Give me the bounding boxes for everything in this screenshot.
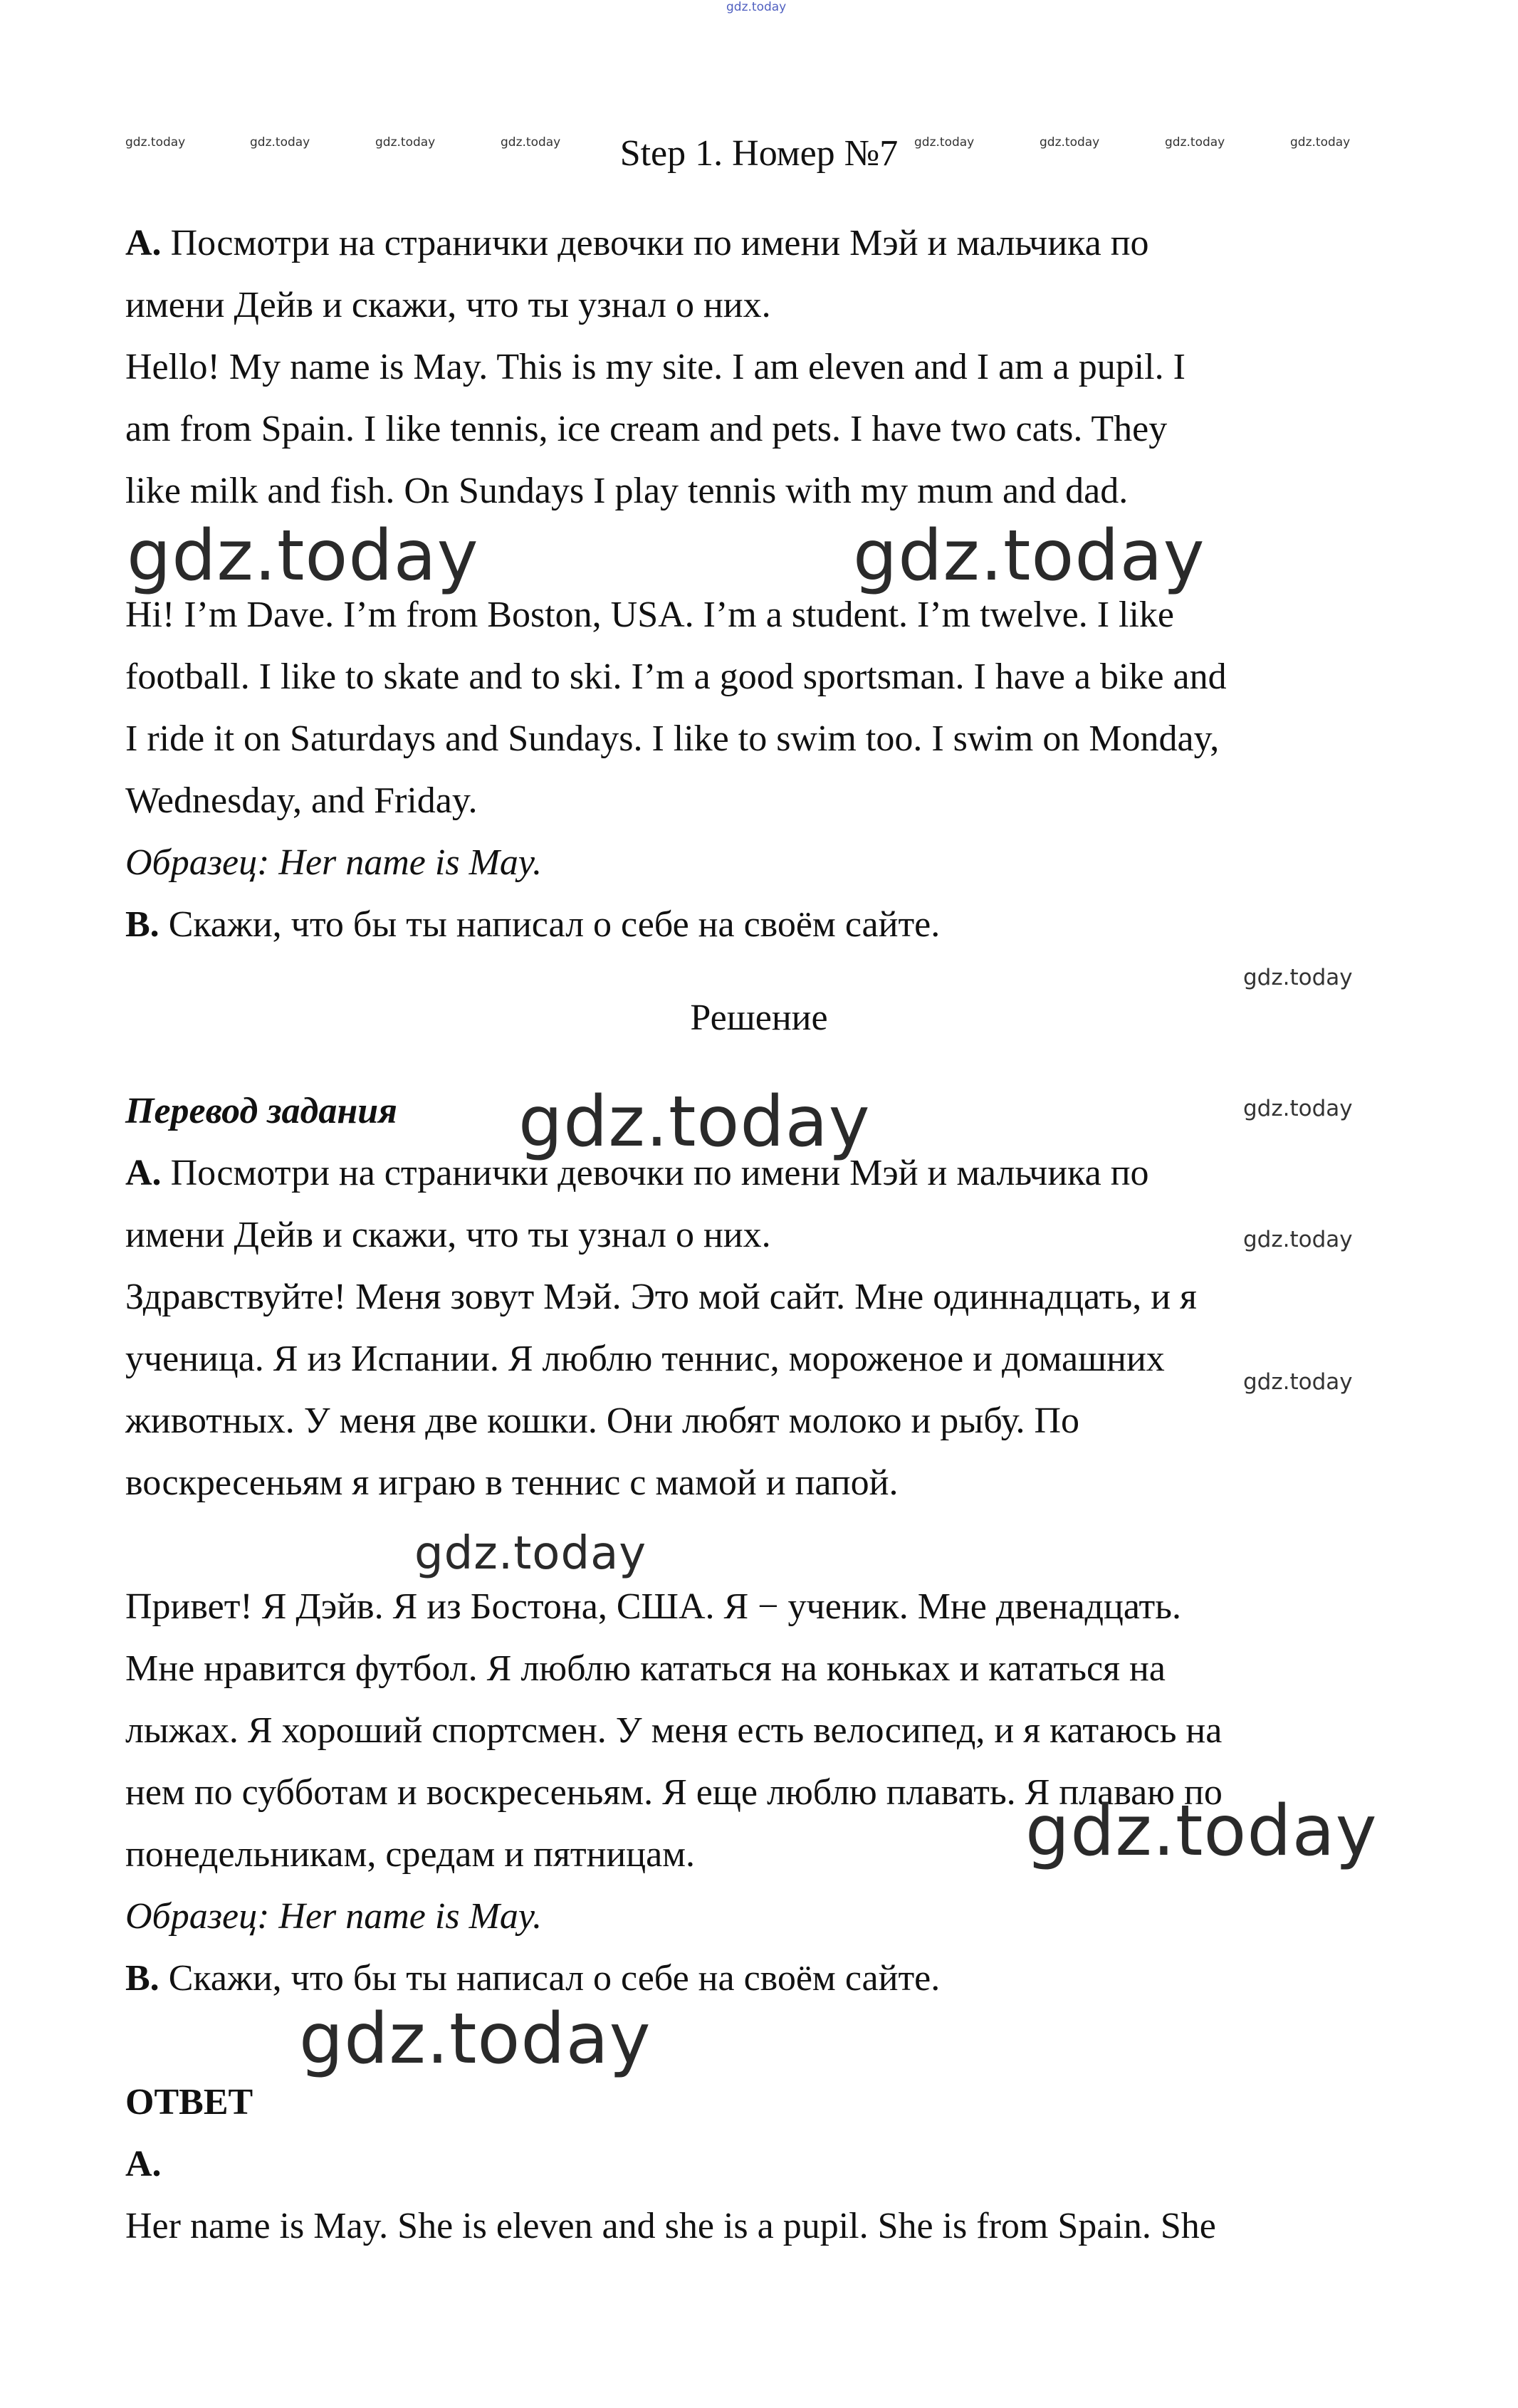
- translation-a-line1: [125, 1155, 1149, 1192]
- may-line: am from Spain. I like tennis, ice cream and pets. I have two cats. They: [125, 409, 1168, 449]
- header-watermark: gdz.today: [250, 135, 310, 150]
- translation-may-line: Здравствуйте! Меня зовут Мэй. Это мой сайт. Мне одиннадцать, и я: [125, 1277, 1197, 1317]
- may-line: Hello! My name is May. This is my site. I am eleven and I am a pupil. I: [125, 347, 1185, 387]
- task-example: Образец: Her name is May.: [125, 842, 543, 883]
- translation-may-line: животных. У меня две кошки. Они любят молоко и рыбу. По: [125, 1401, 1080, 1441]
- task-a-text: Посмотри на странички девочки по имени Мэй и мальчика по: [170, 223, 1149, 263]
- answer-heading: ОТВЕТ: [125, 2082, 253, 2122]
- watermark: gdz.today: [1025, 1791, 1378, 1872]
- translation-a-label: A.: [125, 1153, 162, 1193]
- watermark: gdz.today: [1243, 1369, 1353, 1395]
- watermark: gdz.today: [127, 515, 479, 597]
- watermark: gdz.today: [518, 1082, 871, 1163]
- translation-a-text: Посмотри на странички девочки по имени Мэй и мальчика по: [170, 1153, 1149, 1193]
- watermark: gdz.today: [1243, 1227, 1353, 1252]
- dave-line: I ride it on Saturdays and Sundays. I like to swim too. I swim on Monday,: [125, 718, 1220, 759]
- translation-may-line: воскресеньям я играю в теннис с мамой и папой.: [125, 1462, 899, 1503]
- watermark: gdz.today: [1243, 1096, 1353, 1121]
- watermark: gdz.today: [853, 515, 1205, 597]
- translation-b-label: B.: [125, 1958, 159, 1999]
- translation-b-text: Скажи, что бы ты написал о себе на своём сайте.: [168, 1958, 941, 1999]
- dave-line: football. I like to skate and to ski. I’m a good sportsman. I have a bike and: [125, 656, 1227, 697]
- task-b-text: Скажи, что бы ты написал о себе на своём сайте.: [168, 904, 941, 945]
- header-watermark: gdz.today: [1040, 135, 1100, 150]
- header-watermark: gdz.today: [501, 135, 561, 150]
- translation-dave-line: понедельникам, средам и пятницам.: [125, 1834, 696, 1875]
- watermark: gdz.today: [414, 1527, 647, 1580]
- task-a-line2: имени Дейв и скажи, что ты узнал о них.: [125, 285, 771, 325]
- translation-dave-line: лыжах. Я хороший спортсмен. У меня есть велосипед, и я катаюсь на: [125, 1710, 1223, 1751]
- dave-line: Wednesday, and Friday.: [125, 780, 478, 821]
- header-watermark: gdz.today: [125, 135, 186, 150]
- answer-a-label: A.: [125, 2144, 162, 2184]
- translation-dave-line: Привет! Я Дэйв. Я из Бостона, США. Я − ученик. Мне двенадцать.: [125, 1586, 1181, 1627]
- header-watermark: gdz.today: [1165, 135, 1225, 150]
- page-title: Step 1. Номер №7: [619, 133, 899, 174]
- translation-b-line: [125, 1960, 940, 1997]
- dave-line: Hi! I’m Dave. I’m from Boston, USA. I’m a student. I’m twelve. I like: [125, 595, 1175, 635]
- header-watermark: gdz.today: [1290, 135, 1351, 150]
- answer-line: Her name is May. She is eleven and she is a pupil. She is from Spain. She: [125, 2206, 1216, 2246]
- translation-dave-line: нем по субботам и воскресеньям. Я еще люблю плавать. Я плаваю по: [125, 1772, 1223, 1813]
- solution-heading: Решение: [690, 998, 828, 1038]
- task-b-label: B.: [125, 904, 159, 945]
- task-a-label: A.: [125, 223, 162, 263]
- translation-a-line2: имени Дейв и скажи, что ты узнал о них.: [125, 1215, 771, 1255]
- may-line: like milk and fish. On Sundays I play tennis with my mum and dad.: [125, 471, 1129, 511]
- translation-example: Образец: Her name is May.: [125, 1896, 543, 1937]
- translation-dave-line: Мне нравится футбол. Я люблю кататься на коньках и кататься на: [125, 1648, 1166, 1689]
- header-watermark: gdz.today: [375, 135, 436, 150]
- translation-may-line: ученица. Я из Испании. Я люблю теннис, мороженое и домашних: [125, 1339, 1165, 1379]
- watermark: gdz.today: [299, 1999, 651, 2080]
- header-watermark: gdz.today: [914, 135, 975, 150]
- top-watermark: gdz.today: [726, 0, 787, 14]
- task-b-line: [125, 906, 940, 943]
- watermark: gdz.today: [1243, 965, 1353, 990]
- task-a-line1: [125, 225, 1149, 262]
- translation-heading: Перевод задания: [125, 1091, 397, 1131]
